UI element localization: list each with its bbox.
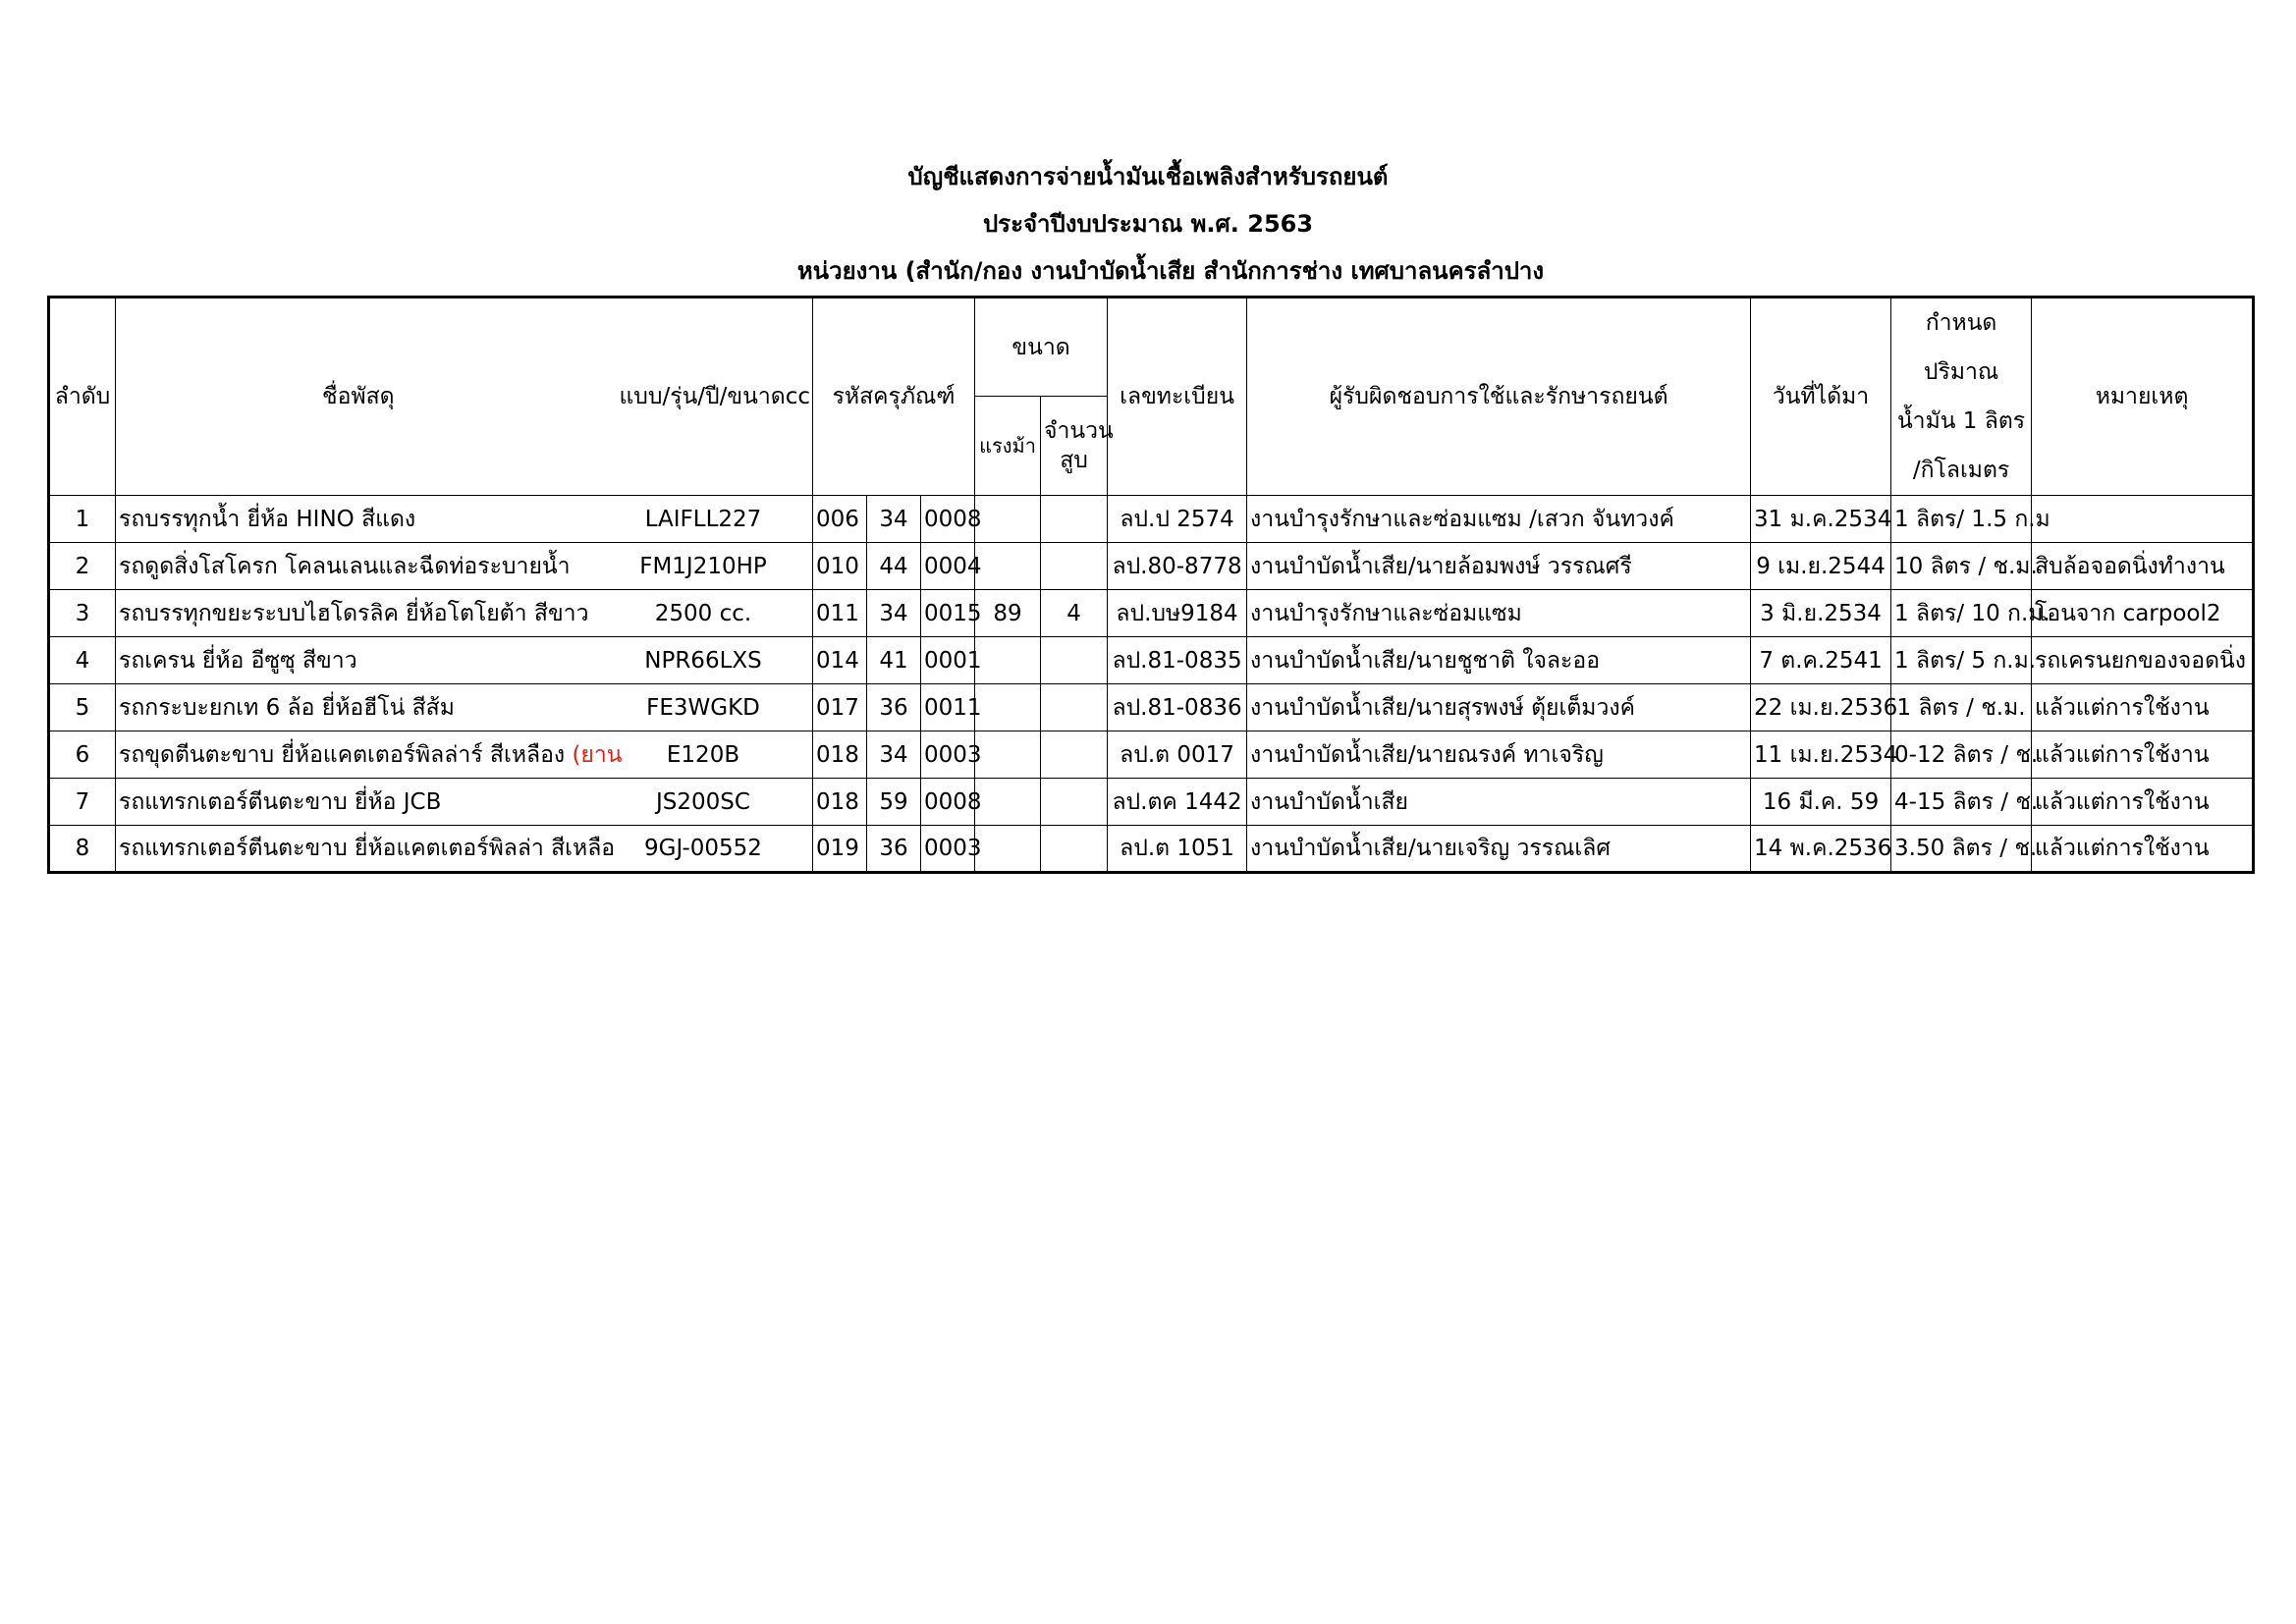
row-order-cell: 1 — [49, 496, 116, 543]
table-row — [49, 496, 2254, 543]
row-code-part-b: 59 — [867, 779, 921, 826]
row-order-cell: 3 — [49, 590, 116, 637]
header-fuel-quota — [1891, 298, 2032, 496]
row-item-name-text: รถขุดตีนตะขาบ ยี่ห้อแคตเตอร์พิลล่าร์ สีเหลือง — [119, 741, 573, 768]
row-date-cell: 31 ม.ค.2534 — [1751, 496, 1891, 543]
row-remark-cell: รถเครนยกของจอดนิ่ง — [2032, 637, 2254, 684]
row-item-name-cell — [116, 826, 813, 873]
row-date-cell: 3 มิ.ย.2534 — [1751, 590, 1891, 637]
row-code-part-c: 0001 — [921, 637, 975, 684]
row-code-part-b: 34 — [867, 590, 921, 637]
row-code-part-c: 0004 — [921, 543, 975, 590]
row-code-part-b: 44 — [867, 543, 921, 590]
row-cylinders-cell — [1041, 731, 1108, 779]
row-remark-cell: สิบล้อจอดนิ่งทำงาน — [2032, 543, 2254, 590]
row-date-cell: 16 มี.ค. 59 — [1751, 779, 1891, 826]
header-date-acquired: วันที่ได้มา — [1751, 298, 1891, 496]
row-responsible-cell: งานบำรุงรักษาและซ่อมแซม — [1247, 590, 1751, 637]
row-remark-cell: แล้วแต่การใช้งาน — [2032, 826, 2254, 873]
fiscal-year-line: ประจำปีงบประมาณ พ.ศ. 2563 — [982, 210, 1314, 238]
header-model-label: แบบ/รุ่น/ปี/ขนาดcc — [619, 384, 810, 409]
row-item-name-cell — [116, 543, 813, 590]
header-item-name — [116, 298, 813, 496]
header-quota-line4: /กิโลเมตร — [1912, 458, 2010, 483]
row-responsible-cell: งานบำบัดน้ำเสีย/นายชูชาติ ใจละออ — [1247, 637, 1751, 684]
row-cylinders-cell — [1041, 826, 1108, 873]
row-item-name-text: รถแทรกเตอร์ตีนตะขาบ ยี่ห้อ JCB — [119, 788, 442, 815]
row-responsible-cell: งานบำบัดน้ำเสีย — [1247, 779, 1751, 826]
row-item-name-cell — [116, 731, 813, 779]
row-cylinders-cell — [1041, 496, 1108, 543]
row-horsepower-cell — [975, 496, 1041, 543]
row-remark-cell: แล้วแต่การใช้งาน — [2032, 779, 2254, 826]
row-item-name-text: รถบรรทุกน้ำ ยี่ห้อ HINO สีแดง — [119, 506, 416, 532]
row-horsepower-cell — [975, 684, 1041, 731]
row-model: LAIFLL227 — [644, 506, 762, 532]
row-item-name-cell — [116, 779, 813, 826]
row-model: FE3WGKD — [646, 694, 760, 721]
header-order: ลำดับ — [49, 298, 116, 496]
row-date-cell: 11 เม.ย.2534 — [1751, 731, 1891, 779]
row-model: FM1J210HP — [639, 553, 767, 579]
row-model: NPR66LXS — [644, 647, 762, 674]
row-horsepower-cell — [975, 731, 1041, 779]
row-item-name-text: รถเครน ยี่ห้อ อีซูซุ สีขาว — [119, 647, 357, 674]
table-row — [49, 826, 2254, 873]
row-horsepower-cell — [975, 779, 1041, 826]
row-quota-cell: 0-12 ลิตร / ช. — [1891, 731, 2032, 779]
row-code-part-a: 010 — [813, 543, 867, 590]
document-title: บัญชีแสดงการจ่ายน้ำมันเชื้อเพลิงสำหรับรถยนต์ — [907, 163, 1389, 190]
header-registration: เลขทะเบียน — [1108, 298, 1247, 496]
table-body — [49, 496, 2254, 873]
header-asset-code: รหัสครุภัณฑ์ — [813, 298, 975, 496]
row-item-name-text: รถบรรทุกขยะระบบไฮโดรลิค ยี่ห้อโตโยต้า สีขาว — [119, 600, 589, 626]
row-code-part-c: 0008 — [921, 779, 975, 826]
row-item-name — [119, 643, 639, 678]
row-code-part-a: 017 — [813, 684, 867, 731]
row-remark-cell: โอนจาก carpool2 — [2032, 590, 2254, 637]
row-cylinders-cell — [1041, 684, 1108, 731]
row-code-part-c: 0015 — [921, 590, 975, 637]
row-quota-cell: 3.50 ลิตร / ช. — [1891, 826, 2032, 873]
row-item-name-cell — [116, 590, 813, 637]
header-responsible: ผู้รับผิดชอบการใช้และรักษารถยนต์ — [1247, 298, 1751, 496]
header-quota-line3: น้ำมัน 1 ลิตร — [1896, 408, 2026, 434]
row-model: 2500 cc. — [654, 600, 752, 626]
row-date-cell: 22 เม.ย.2536 — [1751, 684, 1891, 731]
row-cylinders-cell — [1041, 543, 1108, 590]
header-quota-line2: ปริมาณ — [1923, 359, 1999, 385]
row-date-cell: 9 เม.ย.2544 — [1751, 543, 1891, 590]
row-model: E120B — [666, 741, 740, 768]
row-code-part-c: 0008 — [921, 496, 975, 543]
row-code-part-b: 34 — [867, 731, 921, 779]
row-model: 9GJ-00552 — [644, 836, 762, 861]
row-registration-cell: ลป.81-0836 — [1108, 684, 1247, 731]
row-quota-cell: 10 ลิตร / ช.ม. — [1891, 543, 2032, 590]
row-registration-cell: ลป.ต 1051 — [1108, 826, 1247, 873]
table-row — [49, 779, 2254, 826]
row-horsepower-cell — [975, 637, 1041, 684]
row-item-name-text: รถแทรกเตอร์ตีนตะขาบ ยี่ห้อแคตเตอร์พิลล่า สีเหลือ — [119, 836, 616, 861]
row-code-part-b: 34 — [867, 496, 921, 543]
row-horsepower-cell — [975, 826, 1041, 873]
row-item-name — [119, 596, 639, 631]
table-row — [49, 637, 2254, 684]
row-registration-cell: ลป.80-8778 — [1108, 543, 1247, 590]
row-code-part-a: 019 — [813, 826, 867, 873]
row-registration-cell: ลป.บษ9184 — [1108, 590, 1247, 637]
row-registration-cell: ลป.81-0835 — [1108, 637, 1247, 684]
row-code-part-b: 41 — [867, 637, 921, 684]
row-model: JS200SC — [656, 788, 750, 815]
row-date-cell: 7 ต.ค.2541 — [1751, 637, 1891, 684]
row-responsible-cell: งานบำบัดน้ำเสีย/นายล้อมพงษ์ วรรณศรี — [1247, 543, 1751, 590]
row-code-part-a: 014 — [813, 637, 867, 684]
row-code-part-c: 0003 — [921, 731, 975, 779]
header-quota-line1: กำหนด — [1925, 310, 1997, 336]
header-size: ขนาด — [975, 298, 1108, 397]
row-registration-cell: ลป.ป 2574 — [1108, 496, 1247, 543]
row-quota-cell: 4-15 ลิตร / ช. — [1891, 779, 2032, 826]
row-remark-cell: แล้วแต่การใช้งาน — [2032, 731, 2254, 779]
row-horsepower-cell: 89 — [975, 590, 1041, 637]
row-item-name — [119, 690, 639, 726]
row-code-part-a: 018 — [813, 779, 867, 826]
row-order-cell: 2 — [49, 543, 116, 590]
row-order-cell: 6 — [49, 731, 116, 779]
row-code-part-a: 018 — [813, 731, 867, 779]
row-item-name-cell — [116, 496, 813, 543]
row-item-name-text: รถกระบะยกเท 6 ล้อ ยี่ห้อฮีโน่ สีส้ม — [119, 694, 455, 721]
document-titles — [0, 153, 2296, 295]
header-item-name-label: ชื่อพัสดุ — [322, 384, 395, 409]
row-item-name-cell — [116, 637, 813, 684]
row-date-cell: 14 พ.ค.2536 — [1751, 826, 1891, 873]
table-row — [49, 543, 2254, 590]
row-item-name-text: รถดูดสิ่งโสโครก โคลนเลนและฉีดท่อระบายน้ำ — [119, 553, 571, 579]
row-remark-cell — [2032, 496, 2254, 543]
header-cylinders-line2: สูบ — [1060, 448, 1088, 473]
row-responsible-cell: งานบำบัดน้ำเสีย/นายสุรพงษ์ ตุ้ยเต็มวงค์ — [1247, 684, 1751, 731]
row-item-name — [119, 737, 639, 773]
row-order-cell: 5 — [49, 684, 116, 731]
department-line: หน่วยงาน (สำนัก/กอง งานบำบัดน้ำเสีย สำนักการช่าง เทศบาลนครลำปาง — [796, 257, 1545, 285]
table-row — [49, 684, 2254, 731]
row-item-name — [119, 831, 639, 866]
row-item-name — [119, 785, 639, 820]
row-quota-cell: 1 ลิตร/ 1.5 ก.ม — [1891, 496, 2032, 543]
row-order-cell: 8 — [49, 826, 116, 873]
header-horsepower: แรงม้า — [975, 397, 1041, 496]
row-responsible-cell: งานบำบัดน้ำเสีย/นายณรงค์ ทาเจริญ — [1247, 731, 1751, 779]
row-cylinders-cell: 4 — [1041, 590, 1108, 637]
row-code-part-a: 011 — [813, 590, 867, 637]
row-item-name — [119, 549, 639, 584]
row-quota-cell: 1 ลิตร/ 5 ก.ม. — [1891, 637, 2032, 684]
header-cylinders — [1041, 397, 1114, 496]
row-item-name-cell — [116, 684, 813, 731]
fuel-allocation-table — [47, 296, 2255, 874]
row-order-cell: 4 — [49, 637, 116, 684]
row-responsible-cell: งานบำรุงรักษาและซ่อมแซม /เสวก จันทวงค์ — [1247, 496, 1751, 543]
row-order-cell: 7 — [49, 779, 116, 826]
table-row — [49, 731, 2254, 779]
row-item-name — [119, 502, 639, 537]
header-remarks: หมายเหตุ — [2032, 298, 2254, 496]
header-row-top — [49, 298, 2254, 397]
row-registration-cell: ลป.ตค 1442 — [1108, 779, 1247, 826]
header-cylinders-line1: จำนวน — [1044, 418, 1114, 444]
row-responsible-cell: งานบำบัดน้ำเสีย/นายเจริญ วรรณเลิศ — [1247, 826, 1751, 873]
row-code-part-b: 36 — [867, 826, 921, 873]
row-horsepower-cell — [975, 543, 1041, 590]
row-code-part-c: 0003 — [921, 826, 975, 873]
row-cylinders-cell — [1041, 779, 1108, 826]
table-row — [49, 590, 2254, 637]
row-code-part-b: 36 — [867, 684, 921, 731]
row-item-name-note: (ยาน — [572, 741, 623, 768]
row-registration-cell: ลป.ต 0017 — [1108, 731, 1247, 779]
row-code-part-a: 006 — [813, 496, 867, 543]
row-remark-cell: แล้วแต่การใช้งาน — [2032, 684, 2254, 731]
row-quota-cell: 1 ลิตร / ช.ม. — [1891, 684, 2032, 731]
row-cylinders-cell — [1041, 637, 1108, 684]
row-quota-cell: 1 ลิตร/ 10 ก.ม. — [1891, 590, 2032, 637]
row-code-part-c: 0011 — [921, 684, 975, 731]
